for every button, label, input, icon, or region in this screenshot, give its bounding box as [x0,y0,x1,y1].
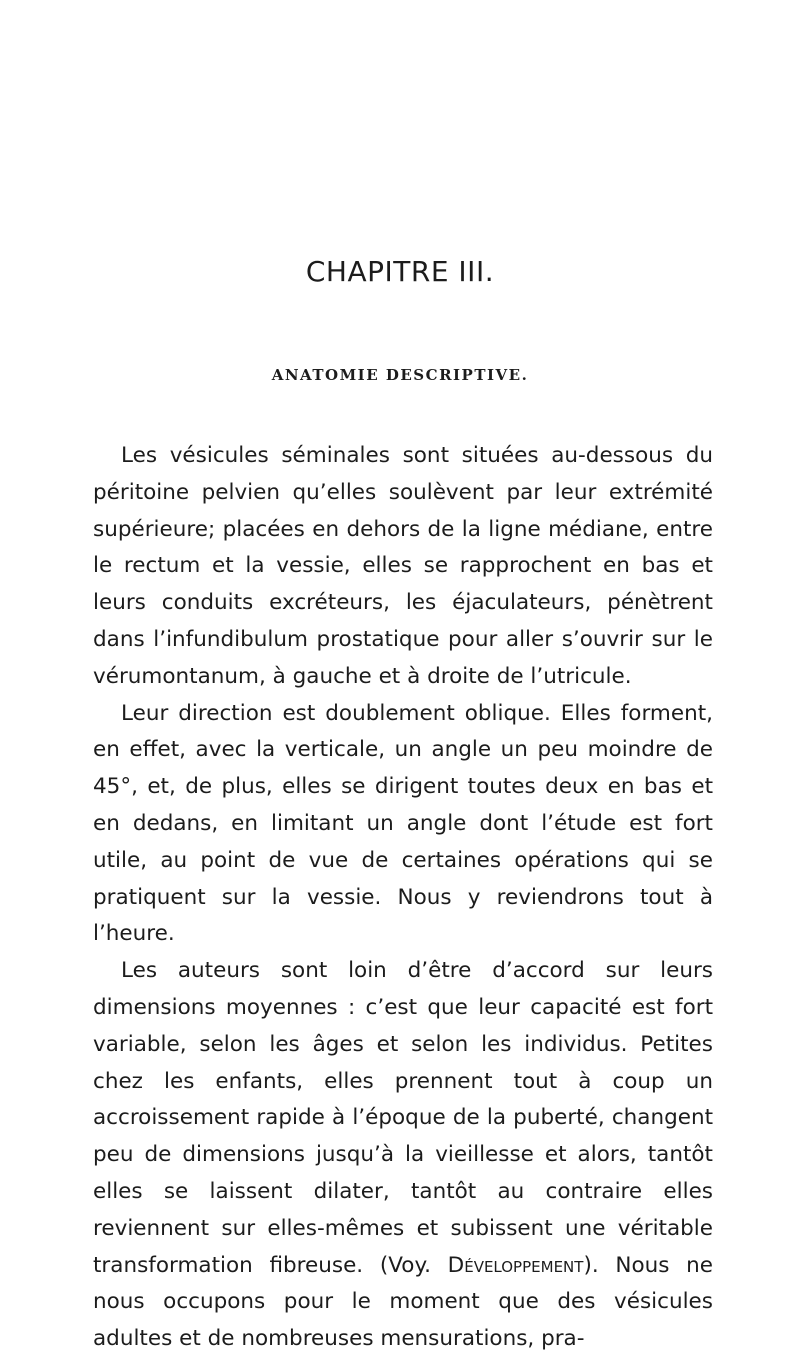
paragraph: Les vésicules séminales sont situées au-dessous du péritoine pelvien qu’elles soulèvent par leur extrémité supérieure; placées en dehors de la ligne médiane, entre le rectum et la vessie, elles se rapprochent en bas et leurs conduits excréteurs, les éjaculateurs, pénètrent dans l’infundibulum prostatique pour aller s’ouvrir sur le vérumontanum, à gauche et à droite de l’utricule. [93,443,713,689]
section-title: ANATOMIE DESCRIPTIVE. [271,366,529,384]
paragraph: Leur direction est doublement oblique. Elles forment, en effet, avec la verticale, un angle un peu moindre de 45°, et, de plus, elles se dirigent toutes deux en bas et en dedans, en limitant un angle dont l’étude est fort utile, au point de vue de certaines opérations qui se pratiquent sur la vessie. Nous y reviendrons tout à l’heure. [93,700,713,947]
paragraph-text: Les auteurs sont loin d’être d’accord sur leurs dimensions moyennes : c’est que leur capacité est fort variable, selon les âges et selon les individus. Petites chez les enfants, elles prennent tout à coup un accroissement rapide à l’époque de la puberté, changent peu de dimensions jusqu’à la vieillesse et alors, tantôt elles se laissent dilater, tantôt au contraire elles reviennent sur elles-mêmes et subissent une véritable transformation fibreuse. (Voy. [93,958,713,1278]
paragraph-text: ). Nous ne nous occupons pour le moment que des vésicules adultes et de nombreuses mensurations, pra- [93,1252,714,1352]
body-text [93,438,713,1358]
cross-reference: Développement [447,1252,584,1278]
chapter-title: CHAPITRE III. [305,255,495,288]
paragraph [93,953,713,1358]
